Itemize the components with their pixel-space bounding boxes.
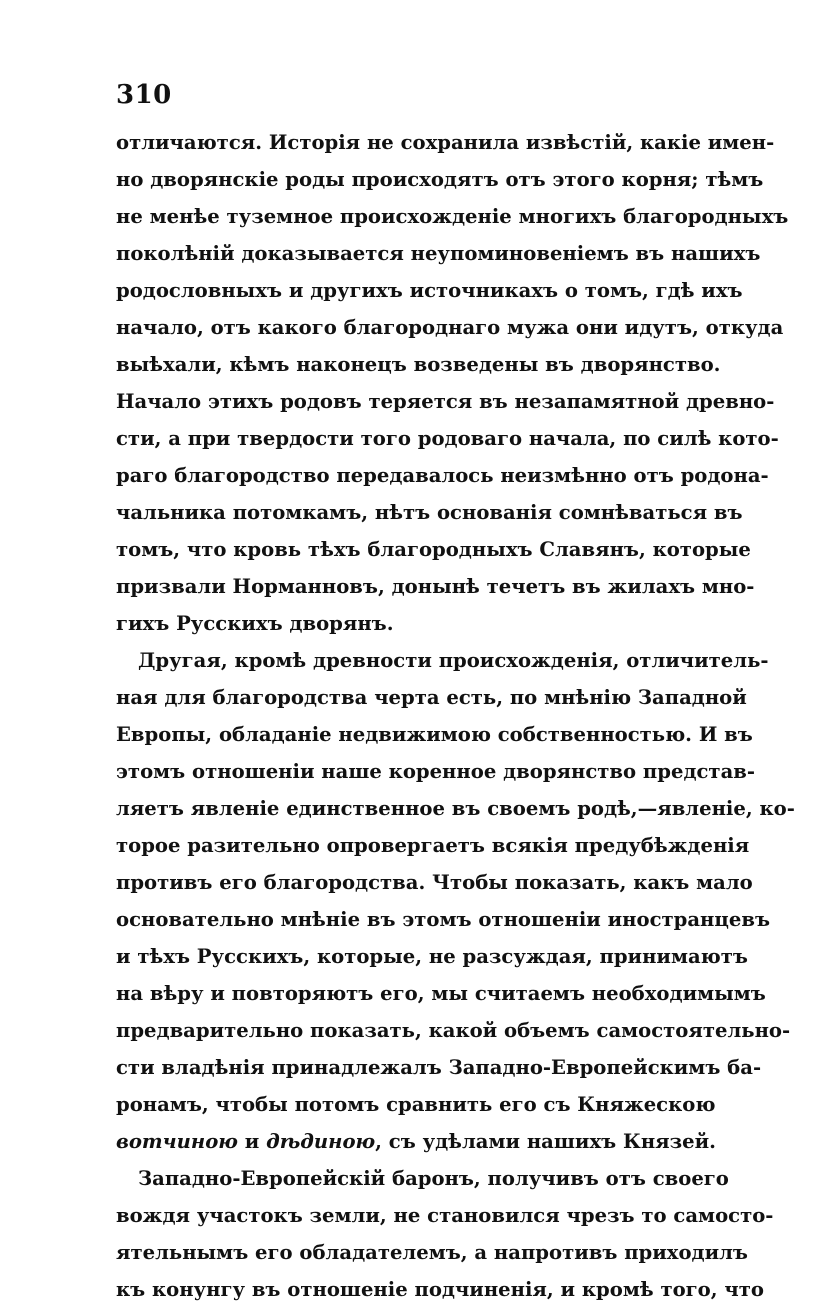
text-line: ляетъ явленіе единственное въ своемъ родѣ,—явленіе, ко-: [116, 797, 795, 820]
text-line: Другая, кромѣ древности происхожденія, отличитель-: [138, 649, 769, 672]
paragraph-1: [116, 124, 789, 642]
text-line: гихъ Русскихъ дворянъ.: [116, 612, 394, 635]
text-line: поколѣній доказывается неупоминовеніемъ въ нашихъ: [116, 242, 761, 265]
text-line: ятельнымъ его обладателемъ, а напротивъ приходилъ: [116, 1241, 748, 1264]
text-line: сти владѣнія принадлежалъ Западно-Европейскимъ ба-: [116, 1056, 762, 1079]
text-fragment: и: [237, 1130, 267, 1153]
text-fragment: , съ удѣлами нашихъ Князей.: [375, 1130, 716, 1153]
text-line: отличаются. Исторія не сохранила извѣстій, какіе имен-: [116, 131, 775, 154]
text-line: къ конунгу въ отношеніе подчиненія, и кромѣ того, что: [116, 1278, 764, 1301]
text-line: на вѣру и повторяютъ его, мы считаемъ необходимымъ: [116, 982, 766, 1005]
text-line: сти, а при твердости того родоваго начала, по силѣ кото-: [116, 427, 779, 450]
text-line: Начало этихъ родовъ теряется въ незапамятной древно-: [116, 390, 775, 413]
text-line: торое разительно опровергаетъ всякія предубѣжденія: [116, 834, 750, 857]
body-text: [116, 124, 795, 1308]
paragraph-3: [116, 1160, 774, 1308]
text-line: вождя участокъ земли, не становился чрезъ то самосто-: [116, 1204, 774, 1227]
paragraph-2: [116, 642, 795, 1160]
text-line: и тѣхъ Русскихъ, которые, не разсуждая, принимаютъ: [116, 945, 748, 968]
text-line: не менѣе туземное происхожденіе многихъ благородныхъ: [116, 205, 789, 228]
text-line: родословныхъ и другихъ источникахъ о томъ, гдѣ ихъ: [116, 279, 743, 302]
text-line: противъ его благородства. Чтобы показать, какъ мало: [116, 871, 753, 894]
text-line: ная для благородства черта есть, по мнѣнію Западной: [116, 686, 747, 709]
text-line: ронамъ, чтобы потомъ сравнить его съ Княжескою: [116, 1093, 716, 1116]
italic-word: вотчиною: [116, 1130, 238, 1153]
italic-word: дѣдиною: [266, 1130, 376, 1153]
text-line: начало, отъ какого благороднаго мужа они идутъ, откуда: [116, 316, 784, 339]
text-line: выѣхали, кѣмъ наконецъ возведены въ дворянство.: [116, 353, 721, 376]
text-line: раго благородство передавалось неизмѣнно отъ родона-: [116, 464, 769, 487]
text-line: этомъ отношеніи наше коренное дворянство представ-: [116, 760, 756, 783]
text-line: Европы, обладаніе недвижимою собственностью. И въ: [116, 723, 753, 746]
text-line: основательно мнѣніе въ этомъ отношеніи иностранцевъ: [116, 908, 770, 931]
text-line: [116, 1123, 716, 1160]
text-line: призвали Норманновъ, донынѣ течетъ въ жилахъ мно-: [116, 575, 755, 598]
text-line: томъ, что кровь тѣхъ благородныхъ Славянъ, которые: [116, 538, 751, 561]
text-line: Западно-Европейскій баронъ, получивъ отъ своего: [138, 1167, 729, 1190]
text-line: чальника потомкамъ, нѣтъ основанія сомнѣваться въ: [116, 501, 743, 524]
page-number: 310: [116, 80, 172, 110]
text-line: предварительно показать, какой объемъ самостоятельно-: [116, 1019, 791, 1042]
text-line: но дворянскіе роды происходятъ отъ этого корня; тѣмъ: [116, 168, 764, 191]
